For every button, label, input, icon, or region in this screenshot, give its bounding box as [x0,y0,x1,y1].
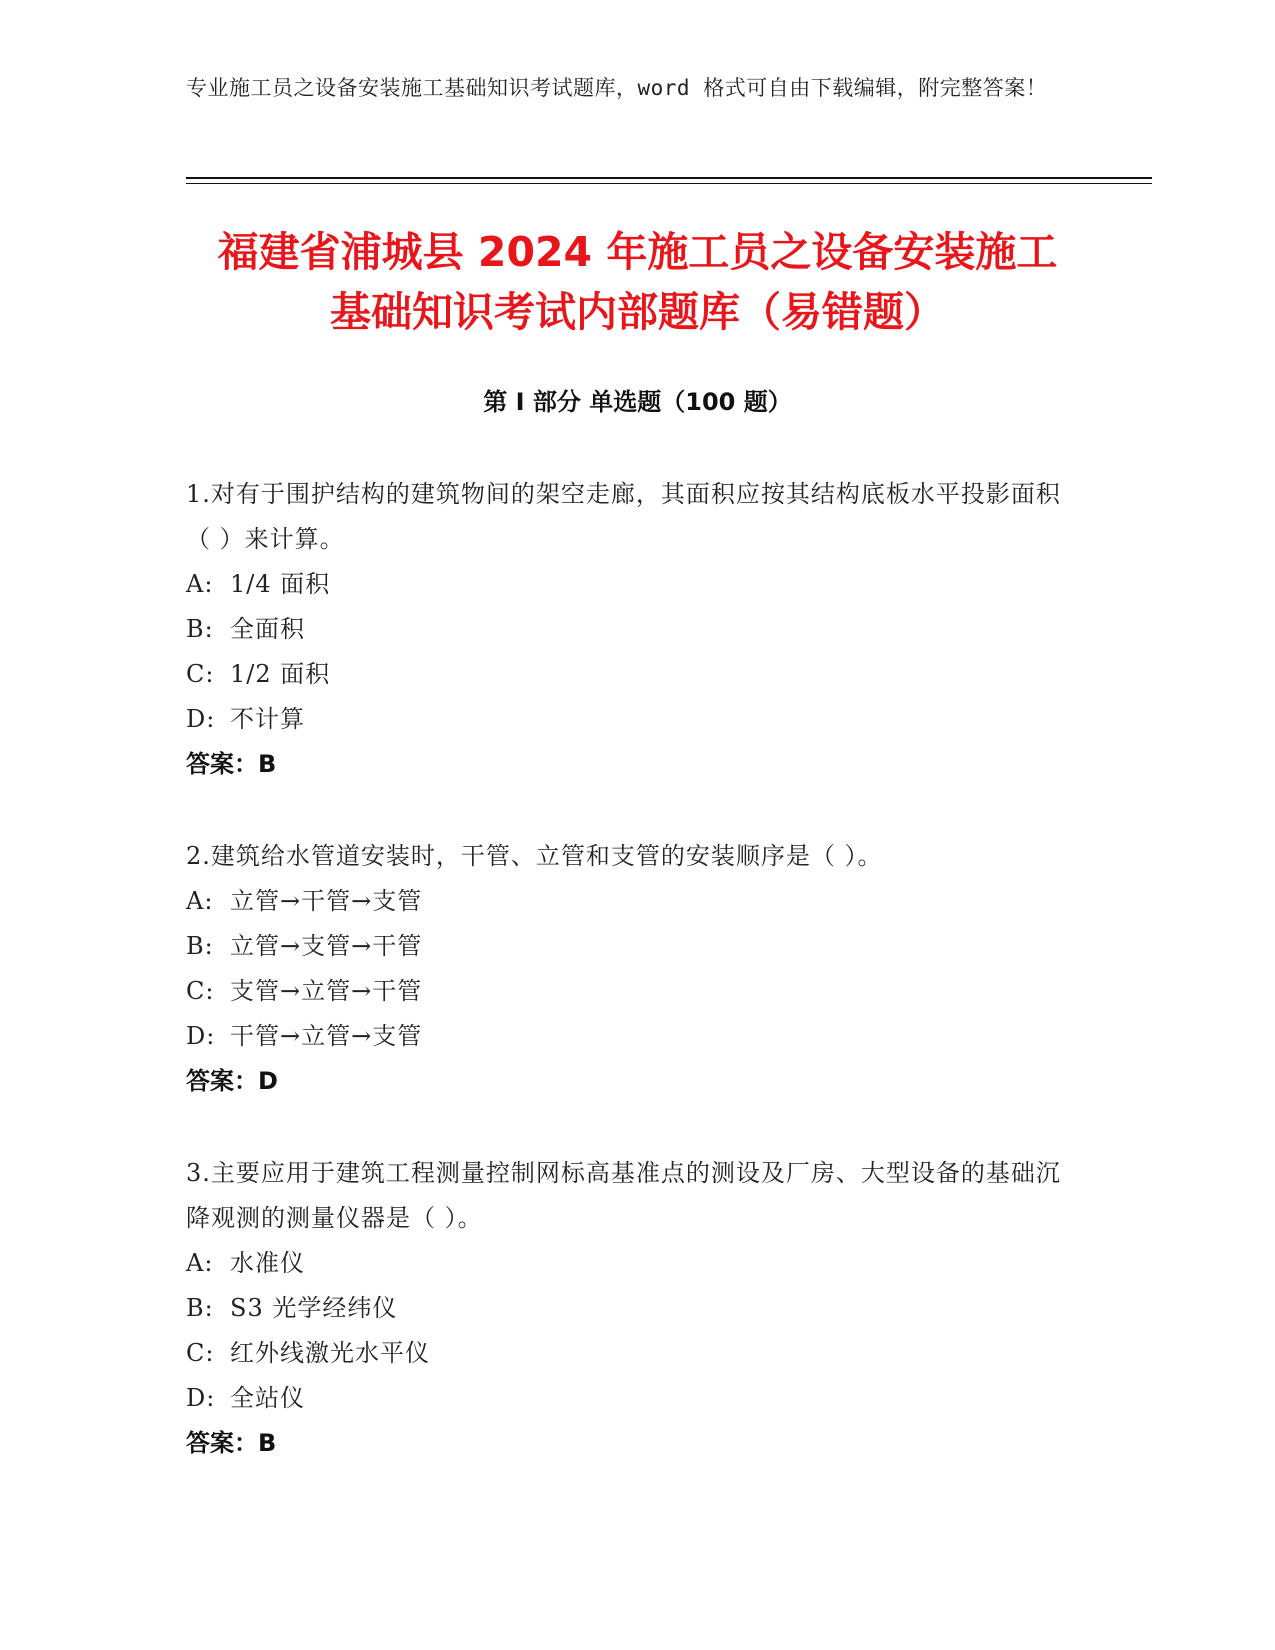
option-a [186,879,1066,924]
question-text: 1.对有于围护结构的建筑物间的架空走廊，其面积应按其结构底板水平投影面积（ ）来计算。 [186,480,1061,553]
option-text: 全站仪 [230,1384,305,1412]
option-a [186,1241,1066,1286]
option-key: D: [186,705,216,733]
question-item [186,1151,1066,1466]
question-text: 3.主要应用于建筑工程测量控制网标高基准点的测设及厂房、大型设备的基础沉降观测的测量仪器是（ ）。 [186,1159,1061,1232]
question-item [186,834,1066,1104]
option-text: 支管→立管→干管 [230,977,423,1005]
option-d [186,697,1066,742]
option-key: D: [186,1384,216,1412]
option-key: C: [186,1339,215,1367]
header-rule-thin [186,183,1152,184]
option-text: S3 光学经纬仪 [230,1294,398,1322]
option-key: A: [186,570,214,598]
option-text: 全面积 [230,615,305,643]
option-text: 干管→立管→支管 [230,1022,423,1050]
question-text: 2.建筑给水管道安装时，干管、立管和支管的安装顺序是（ ）。 [186,842,883,870]
option-d [186,1376,1066,1421]
option-text: 1/2 面积 [230,660,331,688]
option-c [186,652,1066,697]
option-key: C: [186,660,215,688]
option-b [186,1286,1066,1331]
header-note: 专业施工员之设备安装施工基础知识考试题库，word 格式可自由下载编辑，附完整答案！ [186,76,1048,100]
option-c [186,1331,1066,1376]
option-text: 红外线激光水平仪 [230,1339,430,1367]
option-key: B: [186,932,214,960]
answer-label: 答案：B [186,750,277,778]
title-line-2: 基础知识考试内部题库（易错题） [330,288,945,336]
option-key: A: [186,887,214,915]
question-item [186,472,1066,787]
answer-label: 答案：D [186,1067,278,1095]
header-rule-thick [186,177,1152,179]
option-text: 立管→干管→支管 [230,887,423,915]
option-b [186,607,1066,652]
option-d [186,1014,1066,1059]
answer-label: 答案：B [186,1429,277,1457]
option-text: 1/4 面积 [230,570,331,598]
option-key: B: [186,1294,214,1322]
title-line-1: 福建省浦城县 2024 年施工员之设备安装施工 [217,228,1058,276]
option-c [186,969,1066,1014]
option-key: B: [186,615,214,643]
section-heading: 第 I 部分 单选题（100 题） [483,388,792,416]
option-a [186,562,1066,607]
option-key: C: [186,977,215,1005]
document-title [150,222,1125,342]
option-key: A: [186,1249,214,1277]
option-text: 不计算 [230,705,305,733]
question-list [186,472,1066,1513]
option-key: D: [186,1022,216,1050]
option-text: 水准仪 [230,1249,305,1277]
option-b [186,924,1066,969]
option-text: 立管→支管→干管 [230,932,423,960]
